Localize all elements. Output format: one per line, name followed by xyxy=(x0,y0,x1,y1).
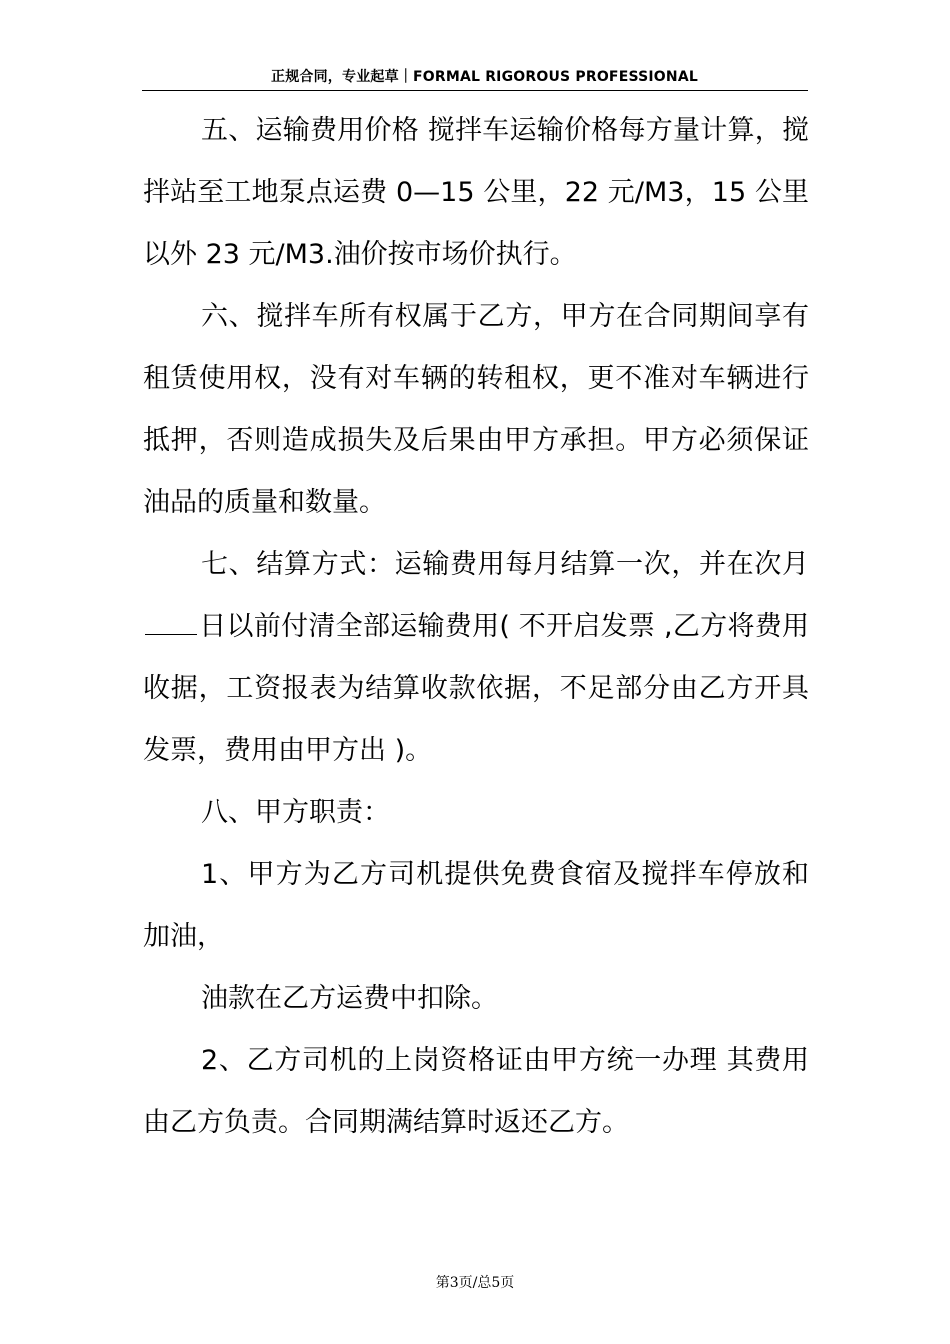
page-number: 第3页/总5页 xyxy=(435,1275,515,1291)
document-body xyxy=(143,100,809,1154)
settlement-text-after: 日以前付清全部运输费用( 不开启发票 ,乙方将费用收据，工资报表为结算收款依据，不足部分由乙方开具发票，费用由甲方出 )。 xyxy=(143,611,809,766)
header-slogan: 正规合同，专业起草｜FORMAL RIGOROUS PROFESSIONAL xyxy=(271,69,698,85)
page-header xyxy=(142,62,808,91)
clause-7-settlement xyxy=(143,534,809,782)
clause-5-transport-price: 五、运输费用价格 搅拌车运输价格每方量计算，搅拌站至工地泵点运费 0—15 公里，22 元/M3，15 公里以外 23 元/M3.油价按市场价执行。 xyxy=(143,115,809,270)
settlement-text-before: 七、结算方式：运输费用每月结算一次，并在次月 xyxy=(201,549,809,580)
clause-8-item-1-continued: 油款在乙方运费中扣除。 xyxy=(201,983,498,1014)
clause-8-item-1: 1、甲方为乙方司机提供免费食宿及搅拌车停放和加油， xyxy=(143,859,809,952)
clause-6-vehicle-ownership: 六、搅拌车所有权属于乙方，甲方在合同期间享有租赁使用权，没有对车辆的转租权，更不准对车辆进行抵押，否则造成损失及后果由甲方承担。甲方必须保证油品的质量和数量。 xyxy=(143,301,809,518)
clause-8-item-2: 2、乙方司机的上岗资格证由甲方统一办理 其费用由乙方负责。合同期满结算时返还乙方。 xyxy=(143,1045,809,1138)
clause-8-heading: 八、甲方职责： xyxy=(201,797,390,828)
day-blank-field xyxy=(145,610,197,635)
